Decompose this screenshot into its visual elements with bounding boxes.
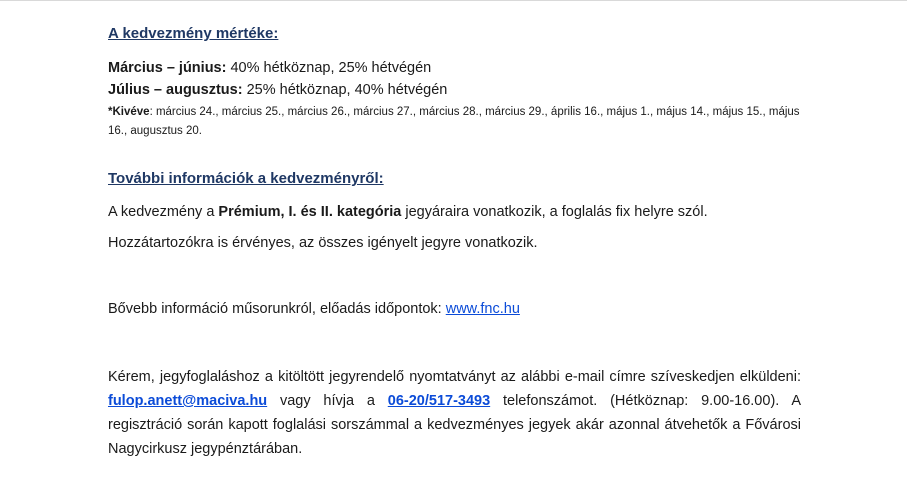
phone-link[interactable]: 06-20/517-3493 [387, 393, 491, 409]
discount-amount-heading: A kedvezmény mértéke: [108, 25, 279, 42]
july-august-value: 25% hétköznap, 40% hétvégén [242, 82, 448, 98]
booking-text-post: ). A regisztráció során kapott foglalási sorszámmal a kedvezményes jegyek akár azonnal átvehetők a Fővárosi Nagycirkusz jegypénztárában. [108, 393, 801, 457]
booking-text-hours: telefonszámot. (Hétköznap: 9.00-16.00 [490, 393, 771, 409]
march-june-label: Március – június: [108, 60, 227, 76]
booking-text-pre: Kérem, jegyfoglaláshoz a kitöltött jegyrendelő nyomtatványt az alábbi e-mail címre szíveskedjen elküldeni: [108, 369, 801, 385]
exception-label: *Kivéve [108, 106, 150, 118]
category-paragraph [108, 204, 708, 220]
relatives-paragraph: Hozzátartozókra is érvényes, az összes igényelt jegyre vonatkozik. [108, 235, 538, 251]
category-bold: Prémium, I. és II. kategória [218, 204, 402, 220]
email-link[interactable]: fulop.anett@maciva.hu [108, 393, 268, 409]
july-august-row [108, 82, 447, 98]
exception-dates [108, 103, 801, 141]
category-text-post: jegyáraira vonatkozik, a foglalás fix helyre szól. [401, 204, 708, 220]
exception-text: : március 24., március 25., március 26., március 27., március 28., március 29., április 16., május 1., május 14., május 15., május 16., augusztus 20. [108, 106, 800, 137]
website-link[interactable]: www.fnc.hu [445, 301, 520, 317]
march-june-value: 40% hétköznap, 25% hétvégén [226, 60, 432, 76]
march-june-row [108, 60, 431, 76]
page-top-border [0, 0, 907, 1]
booking-text-mid: vagy hívja a [267, 393, 388, 409]
program-info-paragraph [108, 301, 520, 317]
july-august-label: Július – augusztus: [108, 82, 243, 98]
more-info-heading: További információk a kedvezményről: [108, 170, 384, 187]
booking-paragraph [108, 365, 801, 461]
program-info-text: Bővebb információ műsorunkról, előadás időpontok: [108, 301, 446, 317]
category-text-pre: A kedvezmény a [108, 204, 219, 220]
